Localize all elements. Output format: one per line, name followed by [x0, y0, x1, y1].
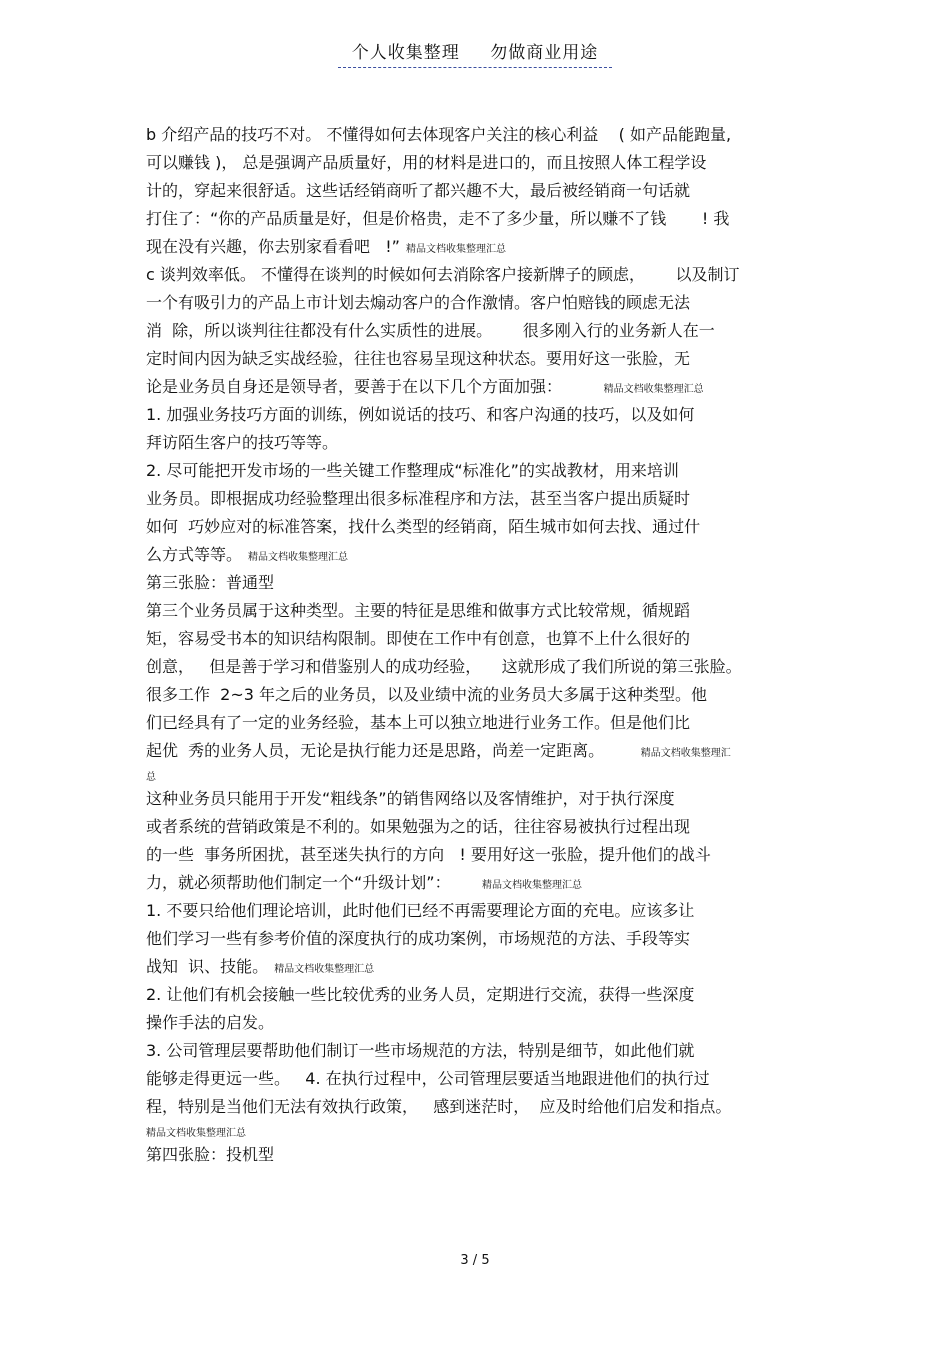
line-text: 消 除，所以谈判往往都没有什么实质性的进展。 很多刚入行的业务新人在一 — [146, 321, 715, 340]
line-text: 3. 公司管理层要帮助他们制订一些市场规范的方法，特别是细节，如此他们就 — [146, 1041, 695, 1060]
text-line — [146, 261, 816, 289]
line-text: 战知 识、技能。 — [146, 957, 269, 976]
text-line — [146, 1037, 816, 1065]
text-line — [146, 737, 816, 765]
line-text: 很多工作 2~3 年之后的业务员，以及业绩中流的业务员大多属于这种类型。他 — [146, 685, 708, 704]
text-line — [146, 1093, 816, 1121]
text-line — [146, 625, 816, 653]
text-line — [146, 653, 816, 681]
header-right: 勿做商业用途 — [490, 43, 599, 63]
text-line — [146, 345, 816, 373]
line-text: 一个有吸引力的产品上市计划去煽动客户的合作激情。客户怕赔钱的顾虑无法 — [146, 293, 691, 312]
text-line — [146, 897, 816, 925]
text-line — [146, 513, 816, 541]
text-line — [146, 841, 816, 869]
line-text: 起优 秀的业务人员，无论是执行能力还是思路，尚差一定距离。 — [146, 741, 635, 760]
document-body — [146, 121, 816, 1169]
line-text: 或者系统的营销政策是不利的。如果勉强为之的话，往往容易被执行过程出现 — [146, 817, 691, 836]
page-header — [0, 38, 950, 68]
text-line — [146, 429, 816, 457]
watermark-note: 精品文档收集整理汇总 — [482, 880, 583, 891]
line-text: 么方式等等。 — [146, 545, 243, 564]
text-line — [146, 1121, 816, 1141]
line-text: 现在没有兴趣，你去别家看看吧 !” — [146, 237, 400, 256]
text-line — [146, 317, 816, 345]
line-text: 论是业务员自身还是领导者，要善于在以下几个方面加强： — [146, 377, 598, 396]
line-text: 创意， 但是善于学习和借鉴别人的成功经验， 这就形成了我们所说的第三张脸。 — [146, 657, 742, 676]
watermark-note: 总 — [146, 772, 156, 783]
text-line — [146, 541, 816, 569]
line-text: 2. 让他们有机会接触一些比较优秀的业务人员，定期进行交流，获得一些深度 — [146, 985, 695, 1004]
line-text: 2. 尽可能把开发市场的一些关键工作整理成“标准化”的实战教材，用来培训 — [146, 461, 679, 480]
text-line — [146, 813, 816, 841]
text-line — [146, 205, 816, 233]
text-line — [146, 485, 816, 513]
watermark-note: 精品文档收集整理汇总 — [405, 244, 506, 255]
line-text: 第三张脸：普通型 — [146, 573, 275, 592]
text-line — [146, 149, 816, 177]
text-line — [146, 1009, 816, 1037]
line-text: 程，特别是当他们无法有效执行政策， 感到迷茫时， 应及时给他们启发和指点。 — [146, 1097, 732, 1116]
text-line — [146, 785, 816, 813]
line-text: 定时间内因为缺乏实战经验，往往也容易呈现这种状态。要用好这一张脸，无 — [146, 349, 691, 368]
text-line — [146, 953, 816, 981]
watermark-note: 精品文档收集整理汇总 — [248, 552, 349, 563]
text-line — [146, 373, 816, 401]
line-text: 能够走得更远一些。 4. 在执行过程中，公司管理层要适当地跟进他们的执行过 — [146, 1069, 710, 1088]
text-line — [146, 121, 816, 149]
text-line — [146, 1141, 816, 1169]
header-text — [338, 38, 612, 68]
line-text: 可以赚钱 )， 总是强调产品质量好，用的材料是进口的，而且按照人体工程学设 — [146, 153, 707, 172]
text-line — [146, 597, 816, 625]
text-line — [146, 1065, 816, 1093]
page-number: 3 / 5 — [460, 1253, 490, 1268]
text-line — [146, 709, 816, 737]
line-text: b 介绍产品的技巧不对。 不懂得如何去体现客户关注的核心利益 ( 如产品能跑量, — [146, 125, 732, 144]
text-line — [146, 177, 816, 205]
line-text: 拜访陌生客户的技巧等等。 — [146, 433, 339, 452]
line-text: c 谈判效率低。 不懂得在谈判的时候如何去消除客户接新牌子的顾虑， 以及制订 — [146, 265, 740, 284]
line-text: 第三个业务员属于这种类型。主要的特征是思维和做事方式比较常规，循规蹈 — [146, 601, 691, 620]
line-text: 如何 巧妙应对的标准答案，找什么类型的经销商，陌生城市如何去找、通过什 — [146, 517, 701, 536]
text-line — [146, 681, 816, 709]
watermark-note: 精品文档收集整理汇总 — [146, 1128, 246, 1139]
line-text: 矩，容易受书本的知识结构限制。即使在工作中有创意，也算不上什么很好的 — [146, 629, 691, 648]
watermark-note: 精品文档收集整理汇 — [640, 748, 731, 759]
line-text: 1. 不要只给他们理论培训，此时他们已经不再需要理论方面的充电。应该多让 — [146, 901, 695, 920]
line-text: 操作手法的启发。 — [146, 1013, 275, 1032]
text-line — [146, 981, 816, 1009]
line-text: 1. 加强业务技巧方面的训练，例如说话的技巧、和客户沟通的技巧，以及如何 — [146, 405, 695, 424]
line-text: 力，就必须帮助他们制定一个“升级计划”： — [146, 873, 477, 892]
watermark-note: 精品文档收集整理汇总 — [603, 384, 704, 395]
text-line — [146, 869, 816, 897]
line-text: 的一些 事务所困扰，甚至迷失执行的方向 ! 要用好这一张脸，提升他们的战斗 — [146, 845, 711, 864]
text-line — [146, 233, 816, 261]
text-line — [146, 289, 816, 317]
line-text: 们已经具有了一定的业务经验，基本上可以独立地进行业务工作。但是他们比 — [146, 713, 691, 732]
text-line — [146, 569, 816, 597]
text-line — [146, 765, 816, 785]
watermark-note: 精品文档收集整理汇总 — [274, 964, 375, 975]
text-line — [146, 457, 816, 485]
text-line — [146, 401, 816, 429]
line-text: 计的，穿起来很舒适。这些话经销商听了都兴趣不大，最后被经销商一句话就 — [146, 181, 691, 200]
line-text: 这种业务员只能用于开发“粗线条”的销售网络以及客情维护，对于执行深度 — [146, 789, 675, 808]
line-text: 第四张脸：投机型 — [146, 1145, 275, 1164]
line-text: 打住了：“你的产品质量是好，但是价格贵，走不了多少量，所以赚不了钱 ! 我 — [146, 209, 730, 228]
line-text: 业务员。即根据成功经验整理出很多标准程序和方法，甚至当客户提出质疑时 — [146, 489, 691, 508]
line-text: 他们学习一些有参考价值的深度执行的成功案例，市场规范的方法、手段等实 — [146, 929, 691, 948]
text-line — [146, 925, 816, 953]
header-left: 个人收集整理 — [351, 43, 460, 63]
